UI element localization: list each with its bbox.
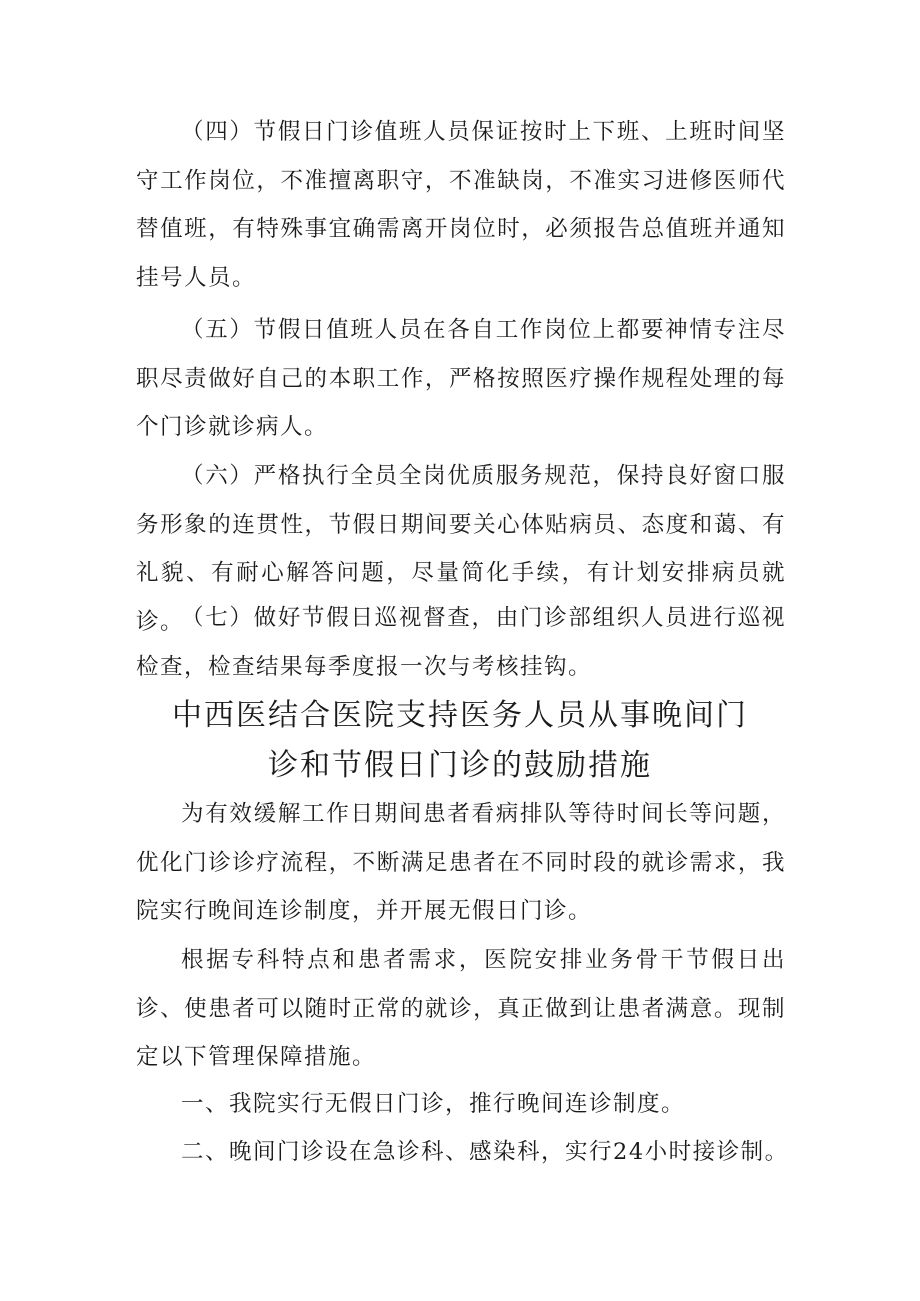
paragraph-item-4: （四）节假日门诊值班人员保证按时上下班、上班时间坚守工作岗位，不准擅离职守，不准缺岗，不准实习进修医师代替值班，有特殊事宜确需离开岗位时，必须报告总值班并通知挂号人员。 [136, 119, 786, 291]
paragraph-item-5: （五）节假日值班人员在各自工作岗位上都要神情专注尽职尽责做好自己的本职工作，严格按照医疗操作规程处理的每个门诊就诊病人。 [136, 317, 786, 441]
paragraph-item-6: （六）严格执行全员全岗优质服务规范，保持良好窗口服务形象的连贯性，节假日期间要关心体贴病员、态度和蔼、有礼貌、有耐心解答问题，尽量简化手续，有计划安排病员就诊。 [136, 463, 786, 635]
measure-item-1: 一、我院实行无假日门诊，推行晚间连诊制度。 [181, 1091, 686, 1117]
measures-paragraph: 根据专科特点和患者需求，医院安排业务骨干节假日出诊、使患者可以随时正常的就诊，真正做到让患者满意。现制定以下管理保障措施。 [136, 947, 786, 1071]
paragraph-item-7: （七）做好节假日巡视督查，由门诊部组织人员进行巡视检查，检查结果每季度报一次与考核挂钩。 [136, 605, 786, 680]
measure-item-2: 二、晚间门诊设在急诊科、感染科，实行24小时接诊制。 [181, 1139, 789, 1165]
section-title-line1: 中西医结合医院支持医务人员从事晚间门 [172, 698, 748, 733]
section-title-line2: 诊和节假日门诊的鼓励措施 [268, 748, 652, 783]
intro-paragraph: 为有效缓解工作日期间患者看病排队等待时间长等问题，优化门诊诊疗流程，不断满足患者在不同时段的就诊需求，我院实行晚间连诊制度，并开展无假日门诊。 [136, 801, 786, 925]
